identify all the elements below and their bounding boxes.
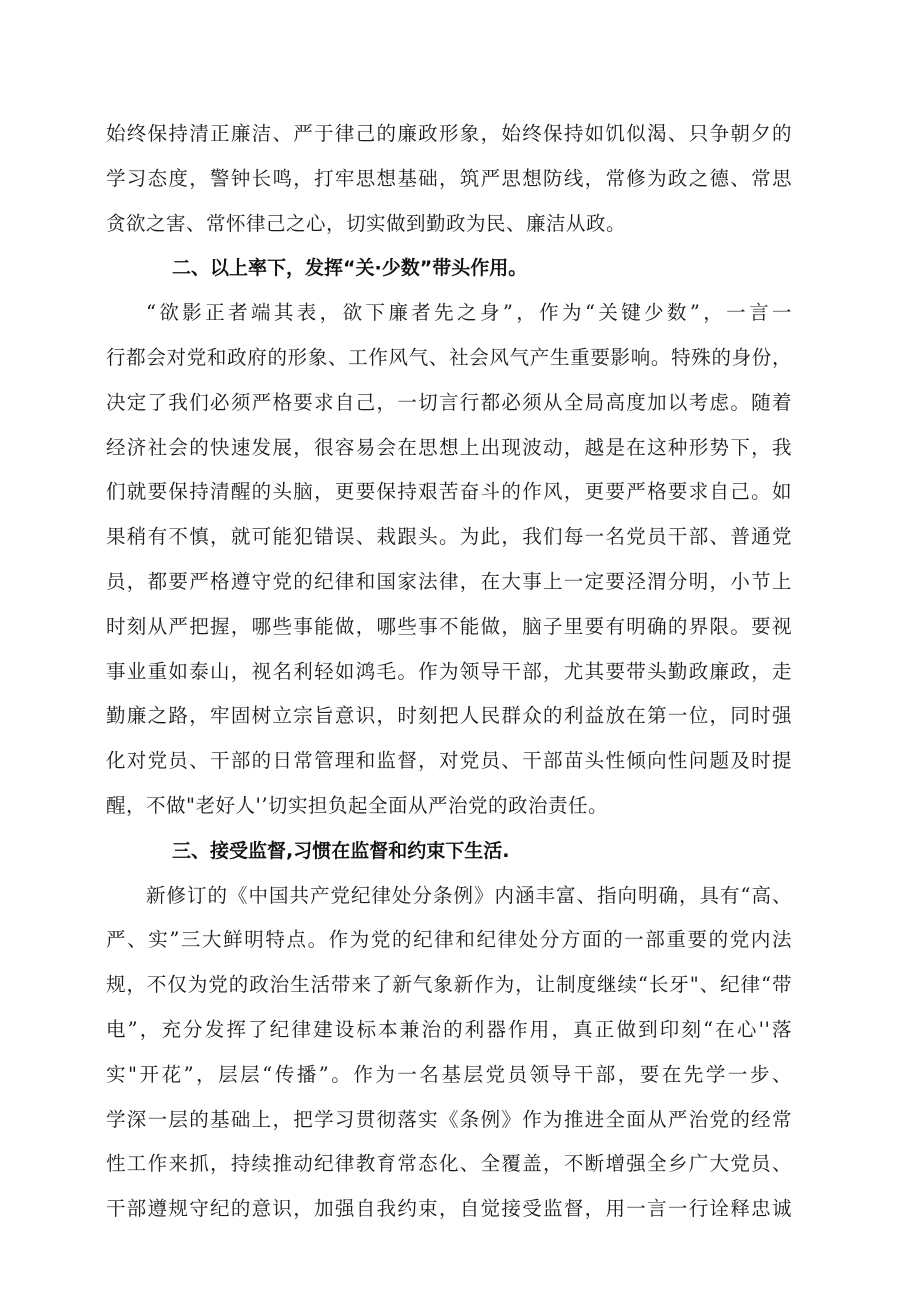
section-heading-3: 三、接受监督,习惯在监督和约束下生活. — [172, 839, 510, 862]
text-line: 事业重如泰山，视名利轻如鸿毛。作为领导干部，尤其要带头勤政廉政，走 — [106, 659, 792, 683]
text-line: 贪欲之害、常怀律己之心，切实做到勤政为民、廉洁从政。 — [106, 211, 627, 235]
text-line: 电”，充分发挥了纪律建设标本兼治的利器作用，真正做到印刻“在心''落 — [106, 1017, 792, 1041]
text-line: 时刻从严把握，哪些事能做，哪些事不能做，脑子里要有明确的界限。要视 — [106, 614, 792, 638]
section-heading-2: 二、以上率下，发挥“关·少数”带头作用。 — [172, 257, 528, 280]
text-line: 规，不仅为党的政治生活带来了新气象新作为，让制度继续“长牙"、纪律“带 — [106, 973, 792, 997]
text-line: 勤廉之路，牢固树立宗旨意识，时刻把人民群众的利益放在第一位，同时强 — [106, 704, 792, 728]
document-page — [106, 112, 792, 1232]
text-line: 性工作来抓，持续推动纪律教育常态化、全覆盖，不断增强全乡广大党员、 — [106, 1152, 792, 1176]
text-line: 经济社会的快速发展，很容易会在思想上出现波动，越是在这种形势下，我 — [106, 435, 792, 459]
text-line: 实"开花”，层层“传播”。作为一名基层党员领导干部，要在先学一步、 — [106, 1062, 792, 1086]
text-line: 学深一层的基础上，把学习贯彻落实《条例》作为推进全面从严治党的经常 — [106, 1107, 792, 1131]
text-line: 干部遵规守纪的意识，加强自我约束，自觉接受监督，用一言一行诠释忠诚 — [106, 1197, 792, 1221]
text-line: 决定了我们必须严格要求自己，一切言行都必须从全局高度加以考虑。随着 — [106, 390, 792, 414]
text-line: 员，都要严格遵守党的纪律和国家法律，在大事上一定要泾渭分明，小节上 — [106, 569, 792, 593]
paragraph-1 — [106, 112, 792, 246]
text-line: 学习态度，警钟长鸣，打牢思想基础，筑严思想防线，常修为政之德、常思 — [106, 166, 792, 190]
text-line: 们就要保持清醒的头脑，更要保持艰苦奋斗的作风，更要严格要求自己。如 — [106, 480, 792, 504]
text-line: 化对党员、干部的日常管理和监督，对党员、干部苗头性倾向性问题及时提 — [106, 749, 792, 773]
paragraph-3 — [106, 874, 792, 1232]
text-line: 行都会对党和政府的形象、工作风气、社会风气产生重要影响。特殊的身份， — [106, 345, 792, 369]
text-line: 果稍有不慎，就可能犯错误、栽跟头。为此，我们每一名党员干部、普通党 — [106, 525, 792, 549]
text-line: 严、实”三大鲜明特点。作为党的纪律和纪律处分方面的一部重要的党内法 — [106, 928, 792, 952]
text-line: 新修订的《中国共产党纪律处分条例》内涵丰富、指向明确，具有“高、 — [146, 883, 792, 907]
text-line: 始终保持清正廉洁、严于律己的廉政形象，始终保持如饥似渴、只争朝夕的 — [106, 122, 792, 145]
paragraph-2 — [106, 291, 792, 829]
text-line: “欲影正者端其表，欲下廉者先之身”，作为“关键少数”，一言一 — [146, 301, 792, 325]
text-line: 醒，不做"老好人'’切实担负起全面从严治党的政治责任。 — [106, 793, 609, 817]
